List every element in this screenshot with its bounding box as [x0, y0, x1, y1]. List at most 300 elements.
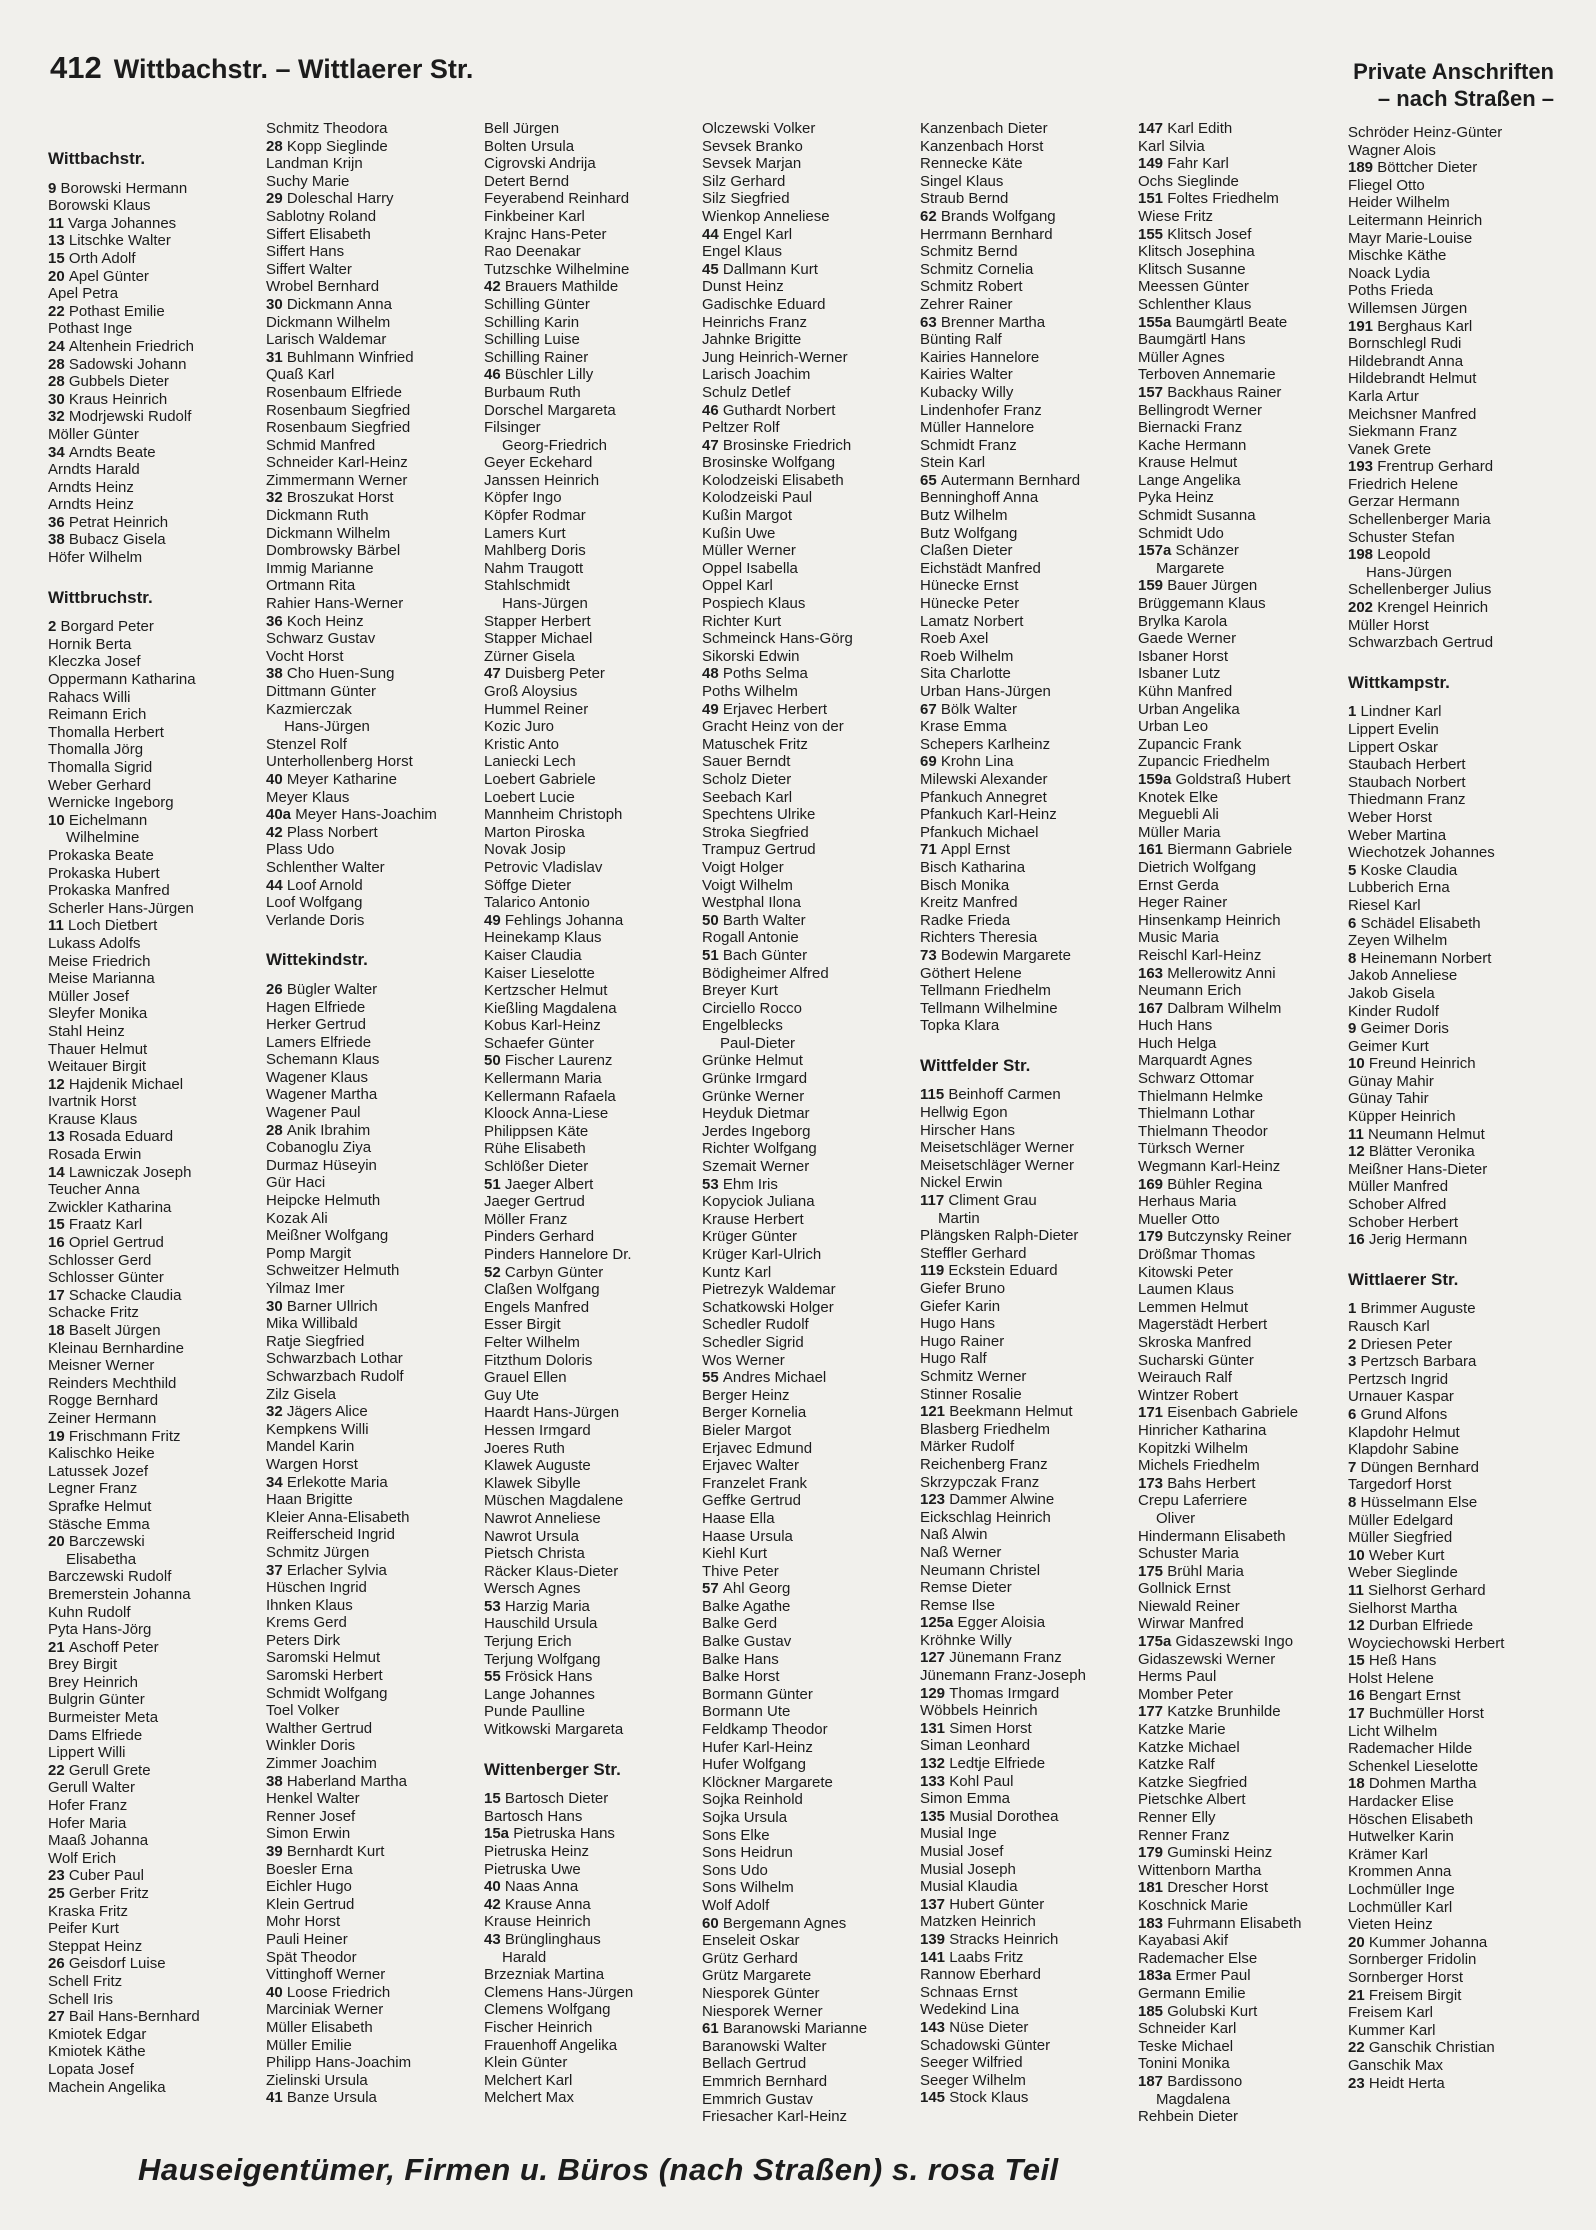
resident-name: Driesen Peter: [1360, 1335, 1453, 1353]
resident-name: Köpfer Rodmar: [484, 507, 586, 525]
resident-entry: [484, 1158, 696, 1176]
resident-entry: [702, 1932, 914, 1950]
resident-entry: [484, 841, 696, 859]
resident-entry: [702, 1176, 914, 1194]
house-number: 51: [484, 1175, 505, 1193]
resident-name: Bartosch Hans: [484, 1807, 583, 1825]
resident-name: Hufer Wolfgang: [702, 1756, 806, 1774]
resident-entry: [920, 2019, 1132, 2037]
resident-name: Zehrer Rainer: [920, 295, 1013, 313]
resident-entry: [484, 402, 696, 420]
resident-name: Tellmann Wilhelmine: [920, 999, 1058, 1017]
resident-entry: [48, 1480, 260, 1498]
resident-entry: [266, 366, 478, 384]
resident-entry: [266, 1386, 478, 1404]
resident-name: Gadischke Eduard: [702, 295, 826, 313]
resident-entry: [266, 1632, 478, 1650]
resident-name: Heinemann Norbert: [1360, 949, 1492, 967]
resident-entry: [484, 419, 696, 437]
resident-entry: [266, 1790, 478, 1808]
resident-entry: [920, 243, 1132, 261]
resident-name: Düngen Bernhard: [1360, 1458, 1479, 1476]
resident-entry: [702, 278, 914, 296]
resident-name: Richters Theresia: [920, 929, 1038, 947]
resident-entry: [920, 1192, 1132, 1210]
resident-entry: [702, 789, 914, 807]
resident-entry: [48, 232, 260, 250]
resident-entry: [266, 806, 478, 824]
resident-entry: [1138, 1457, 1350, 1475]
resident-name: Schulz Detlef: [702, 383, 791, 401]
resident-name: Sojka Ursula: [702, 1809, 788, 1826]
resident-name: Simon Emma: [920, 1790, 1011, 1808]
resident-name: Marquardt Agnes: [1138, 1052, 1253, 1070]
resident-entry: [1348, 967, 1560, 985]
resident-name: Loof Wolfgang: [266, 894, 363, 912]
resident-entry: [1138, 296, 1350, 314]
resident-entry: [1138, 2038, 1350, 2056]
resident-entry: [1348, 529, 1560, 547]
resident-name: Magerstädt Herbert: [1138, 1316, 1268, 1334]
resident-name: Pyta Hans-Jörg: [48, 1621, 152, 1639]
resident-entry: [48, 1128, 260, 1146]
resident-entry: [920, 507, 1132, 525]
resident-entry: [48, 1621, 260, 1639]
resident-entry: [266, 384, 478, 402]
resident-name: Bergemann Agnes: [722, 1914, 847, 1932]
house-number: 32: [266, 1403, 287, 1421]
resident-name: Biernacki Franz: [1138, 419, 1243, 437]
resident-entry: [484, 2072, 696, 2090]
house-number: 10: [48, 811, 69, 829]
resident-name: Rademacher Else: [1138, 1949, 1258, 1967]
resident-name: Wittenborn Martha: [1138, 1861, 1262, 1879]
resident-entry: [1348, 2075, 1560, 2093]
house-number: 31: [266, 348, 287, 366]
resident-entry: [266, 1649, 478, 1667]
resident-name: Witkowski Margareta: [484, 1721, 624, 1739]
resident-name: Gidaszewski Werner: [1138, 1650, 1276, 1668]
resident-name: Barth Walter: [722, 911, 806, 929]
resident-entry: [920, 1315, 1132, 1333]
resident-entry: [920, 226, 1132, 244]
resident-entry: [1138, 278, 1350, 296]
resident-name: Dickmann Anna: [286, 295, 392, 313]
resident-name: Thive Peter: [702, 1562, 779, 1580]
resident-name: Pietrezyk Waldemar: [702, 1281, 836, 1299]
resident-name: Margarete: [1156, 559, 1225, 577]
resident-entry: [702, 1615, 914, 1633]
resident-name: Steffler Gerhard: [920, 1244, 1027, 1262]
resident-name: Steppat Heinz: [48, 1937, 143, 1955]
resident-name: Poths Frieda: [1348, 282, 1434, 300]
resident-entry: [702, 1440, 914, 1458]
house-number: 10: [1348, 1546, 1369, 1564]
resident-name: Söffge Dieter: [484, 876, 572, 894]
resident-name: Jakob Gisela: [1348, 984, 1435, 1002]
resident-name: Reinders Mechthild: [48, 1374, 177, 1392]
resident-entry: [702, 877, 914, 895]
resident-name: Schwarz Gustav: [266, 630, 376, 648]
resident-entry: [48, 777, 260, 795]
resident-name: Remse Ilse: [920, 1596, 996, 1614]
resident-entry: [48, 1604, 260, 1622]
resident-entry: [484, 120, 696, 138]
resident-entry: [920, 789, 1132, 807]
resident-entry: [920, 560, 1132, 578]
resident-name: Schlosser Günter: [48, 1269, 164, 1287]
house-number: 12: [48, 1075, 69, 1093]
resident-name: Stinner Rosalie: [920, 1385, 1022, 1403]
resident-entry: [702, 1088, 914, 1106]
resident-name: Thiedmann Franz: [1348, 791, 1466, 809]
resident-name: Bernhardt Kurt: [286, 1843, 385, 1860]
resident-name: Poths Wilhelm: [702, 683, 798, 700]
resident-entry: [48, 1428, 260, 1446]
resident-name: Lamatz Norbert: [920, 612, 1024, 630]
resident-entry: [702, 1035, 914, 1053]
resident-entry: [1348, 1371, 1560, 1389]
resident-name: Borowski Klaus: [48, 197, 151, 215]
house-number: 53: [484, 1597, 505, 1615]
house-number: 2: [1348, 1335, 1361, 1353]
resident-name: Jägers Alice: [286, 1403, 368, 1421]
resident-name: Schwarzbach Lothar: [266, 1350, 403, 1368]
resident-entry: [266, 1245, 478, 1263]
resident-entry: [1348, 1758, 1560, 1776]
resident-name: Baumgärtl Hans: [1138, 331, 1246, 349]
resident-entry: [1138, 965, 1350, 983]
resident-entry: [920, 1227, 1132, 1245]
resident-entry: [920, 1685, 1132, 1703]
resident-name: Straub Bernd: [920, 190, 1009, 208]
resident-name: Dalbram Wilhelm: [1167, 999, 1282, 1017]
resident-entry: [920, 894, 1132, 912]
resident-name: Sielhorst Martha: [1348, 1599, 1458, 1617]
resident-name: Müller Josef: [48, 987, 129, 1005]
resident-name: Philipp Hans-Joachim: [266, 2054, 412, 2072]
directory-column: [1138, 120, 1350, 2126]
resident-name: Kmiotek Edgar: [48, 2025, 147, 2043]
resident-entry: [1138, 1563, 1350, 1581]
resident-name: Oliver: [1156, 1509, 1196, 1527]
resident-name: Eichstädt Manfred: [920, 559, 1041, 577]
resident-name: Möller Günter: [48, 425, 139, 443]
resident-entry: [484, 138, 696, 156]
resident-entry: [1348, 406, 1560, 424]
resident-name: Baranowski Marianne: [722, 2020, 868, 2038]
resident-name: Siman Leonhard: [920, 1737, 1031, 1755]
resident-entry: [484, 595, 696, 613]
resident-entry: [484, 437, 696, 455]
house-number: 50: [484, 1052, 505, 1070]
house-number: 16: [48, 1234, 69, 1252]
resident-entry: [920, 1544, 1132, 1562]
resident-name: Reimann Erich: [48, 706, 147, 724]
resident-name: Arndts Beate: [68, 443, 156, 461]
resident-entry: [920, 2072, 1132, 2090]
resident-name: Schlößer Dieter: [484, 1158, 589, 1176]
resident-entry: [702, 1211, 914, 1229]
resident-entry: [484, 1686, 696, 1704]
resident-name: Klein Günter: [484, 2054, 568, 2072]
resident-entry: [484, 947, 696, 965]
resident-name: Gollnick Ernst: [1138, 1580, 1231, 1598]
resident-entry: [1348, 1705, 1560, 1723]
house-number: 65: [920, 471, 941, 489]
resident-entry: [702, 1827, 914, 1845]
directory-columns: [48, 120, 1560, 2128]
resident-entry: [484, 718, 696, 736]
resident-name: Mahlberg Doris: [484, 542, 586, 560]
resident-name: Rogge Bernhard: [48, 1392, 159, 1410]
resident-entry: [1138, 1035, 1350, 1053]
resident-entry: [1348, 1512, 1560, 1530]
resident-entry: [702, 665, 914, 683]
resident-entry: [484, 753, 696, 771]
resident-entry: [484, 648, 696, 666]
resident-entry: [1138, 789, 1350, 807]
resident-entry: [1138, 1281, 1350, 1299]
resident-entry: [920, 1984, 1132, 2002]
resident-entry: [484, 1369, 696, 1387]
resident-name: Hinricher Katharina: [1138, 1421, 1267, 1439]
resident-name: Tonini Monika: [1138, 2055, 1230, 2073]
resident-name: Jünemann Franz: [949, 1649, 1062, 1667]
resident-entry: [484, 314, 696, 332]
resident-entry: [920, 877, 1132, 895]
resident-entry: [1138, 665, 1350, 683]
resident-name: Musial Klaudia: [920, 1878, 1018, 1896]
resident-name: Janssen Heinrich: [484, 471, 600, 489]
house-number: 151: [1138, 190, 1168, 208]
house-number: 132: [920, 1755, 950, 1773]
resident-name: Giefer Karin: [920, 1297, 1001, 1315]
resident-entry: [702, 155, 914, 173]
resident-entry: [920, 1210, 1132, 1228]
resident-entry: [702, 1967, 914, 1985]
resident-entry: [920, 1667, 1132, 1685]
house-number: 71: [920, 841, 941, 859]
page-header: [50, 50, 473, 86]
resident-entry: [1138, 366, 1350, 384]
resident-name: Butczynsky Reiner: [1167, 1228, 1292, 1246]
resident-entry: [48, 1357, 260, 1375]
resident-name: Eichler Hugo: [266, 1878, 352, 1896]
resident-name: Scherler Hans-Jürgen: [48, 899, 194, 917]
footer-note: Hauseigentümer, Firmen u. Büros (nach Straßen) s. rosa Teil: [138, 2152, 1059, 2187]
house-number: 115: [920, 1086, 949, 1104]
resident-name: Lopata Josef: [48, 2060, 134, 2078]
resident-entry: [48, 1867, 260, 1885]
resident-entry: [48, 935, 260, 953]
resident-entry: [702, 190, 914, 208]
resident-name: Musial Dorothea: [949, 1807, 1059, 1825]
resident-name: Balke Agathe: [702, 1597, 791, 1615]
resident-name: Baumgärtl Beate: [1175, 313, 1288, 331]
resident-entry: [1348, 1951, 1560, 1969]
resident-name: Fitzthum Doloris: [484, 1351, 593, 1369]
resident-entry: [1138, 736, 1350, 754]
resident-name: Gerzar Hermann: [1348, 493, 1460, 511]
resident-entry: [48, 391, 260, 409]
resident-name: Rosada Erwin: [48, 1146, 142, 1164]
directory-column: [920, 120, 1132, 2107]
resident-entry: [920, 736, 1132, 754]
resident-entry: [702, 806, 914, 824]
resident-entry: [266, 1139, 478, 1157]
resident-name: Drescher Horst: [1167, 1879, 1269, 1897]
resident-name: Nüse Dieter: [949, 2018, 1029, 2036]
resident-entry: [48, 1938, 260, 1956]
resident-entry: [1348, 1652, 1560, 1670]
resident-name: Petrovic Vladislav: [484, 858, 603, 876]
resident-entry: [1348, 1617, 1560, 1635]
resident-name: Blasberg Friedhelm: [920, 1420, 1051, 1438]
resident-entry: [1348, 1811, 1560, 1829]
resident-name: Novak Josip: [484, 841, 566, 859]
resident-name: Meyer Hans-Joachim: [295, 806, 437, 824]
resident-entry: [1138, 525, 1350, 543]
resident-entry: [484, 1808, 696, 1826]
house-number: 38: [48, 531, 69, 549]
resident-name: Stein Karl: [920, 454, 986, 472]
resident-entry: [1348, 1670, 1560, 1688]
resident-name: Immig Marianne: [266, 559, 374, 577]
resident-name: Peters Dirk: [266, 1631, 341, 1649]
resident-entry: [266, 1069, 478, 1087]
resident-entry: [484, 2037, 696, 2055]
house-number: 67: [920, 700, 941, 718]
resident-entry: [1348, 1300, 1560, 1318]
resident-name: Ledtje Elfriede: [949, 1755, 1046, 1773]
resident-entry: [48, 812, 260, 830]
resident-entry: [1348, 634, 1560, 652]
resident-entry: [702, 630, 914, 648]
resident-name: Gracht Heinz von der: [702, 718, 844, 736]
resident-name: Loof Arnold: [286, 876, 363, 894]
resident-entry: [48, 356, 260, 374]
resident-name: Dorschel Margareta: [484, 401, 616, 419]
resident-entry: [702, 929, 914, 947]
resident-entry: [702, 437, 914, 455]
resident-name: Hindermann Elisabeth: [1138, 1527, 1286, 1545]
resident-entry: [48, 285, 260, 303]
resident-entry: [266, 1474, 478, 1492]
resident-entry: [484, 366, 696, 384]
resident-name: Felter Wilhelm: [484, 1333, 580, 1351]
resident-name: Sons Udo: [702, 1861, 768, 1879]
resident-name: Opriel Gertrud: [68, 1234, 164, 1252]
resident-name: Müller Maria: [1138, 823, 1221, 841]
resident-entry: [920, 1597, 1132, 1615]
resident-entry: [1348, 915, 1560, 933]
resident-entry: [1138, 314, 1350, 332]
resident-entry: [48, 2061, 260, 2079]
resident-name: Olczewski Volker: [702, 120, 816, 137]
resident-name: Weber Kurt: [1368, 1546, 1445, 1564]
resident-entry: [920, 1245, 1132, 1263]
resident-name: Pfankuch Annegret: [920, 788, 1047, 806]
resident-entry: [484, 2019, 696, 2037]
resident-entry: [484, 2089, 696, 2107]
resident-entry: [1348, 265, 1560, 283]
resident-name: Huch Hans: [1138, 1017, 1213, 1035]
resident-entry: [48, 917, 260, 935]
resident-name: Bauer Jürgen: [1167, 577, 1258, 595]
resident-name: Riesel Karl: [1348, 896, 1421, 914]
resident-name: Pauli Heiner: [266, 1930, 348, 1948]
resident-entry: [1348, 300, 1560, 318]
resident-entry: [920, 771, 1132, 789]
house-number: 155a: [1138, 313, 1176, 331]
resident-name: Engels Manfred: [484, 1298, 590, 1316]
resident-name: Siekmann Franz: [1348, 423, 1458, 441]
resident-entry: [920, 1509, 1132, 1527]
resident-entry: [1138, 1000, 1350, 1018]
resident-entry: [266, 1350, 478, 1368]
resident-entry: [1138, 1967, 1350, 1985]
resident-entry: [920, 1000, 1132, 1018]
resident-name: Müller Werner: [702, 542, 796, 560]
resident-name: Voigt Wilhelm: [702, 876, 793, 894]
resident-name: Kußin Uwe: [702, 524, 776, 542]
resident-name: Benninghoff Anna: [920, 489, 1039, 507]
resident-name: Katzke Brunhilde: [1167, 1703, 1281, 1721]
resident-entry: [920, 1913, 1132, 1931]
resident-name: Hubert Günter: [949, 1895, 1045, 1913]
resident-name: Schenkel Lieselotte: [1348, 1757, 1479, 1775]
house-number: 16: [1348, 1687, 1369, 1705]
resident-name: Schaefer Günter: [484, 1034, 595, 1052]
resident-entry: [266, 1438, 478, 1456]
resident-entry: [484, 2054, 696, 2072]
house-number: 121: [920, 1403, 950, 1421]
house-number: 11: [48, 917, 69, 935]
resident-name: Müller Manfred: [1348, 1178, 1449, 1196]
resident-name: Dombrowsky Bärbel: [266, 542, 401, 560]
resident-name: Haase Ursula: [702, 1527, 793, 1545]
resident-entry: [1138, 1193, 1350, 1211]
house-number: 119: [920, 1262, 949, 1280]
house-number: 20: [48, 1533, 69, 1551]
resident-name: Hirscher Hans: [920, 1121, 1016, 1139]
house-number: 11: [1348, 1125, 1369, 1143]
resident-entry: [920, 314, 1132, 332]
house-number: 29: [266, 190, 287, 208]
house-number: 173: [1138, 1474, 1168, 1492]
resident-entry: [266, 1720, 478, 1738]
resident-entry: [266, 1315, 478, 1333]
resident-entry: [266, 859, 478, 877]
resident-name: Mischke Käthe: [1348, 247, 1447, 265]
resident-entry: [702, 1457, 914, 1475]
resident-name: Haase Ella: [702, 1509, 775, 1527]
resident-entry: [266, 1262, 478, 1280]
house-number: 30: [48, 390, 69, 408]
resident-name: Heider Wilhelm: [1348, 194, 1450, 212]
resident-name: Gubbels Dieter: [68, 373, 169, 391]
resident-entry: [920, 1808, 1132, 1826]
resident-name: Heidt Herta: [1368, 2074, 1445, 2092]
resident-name: Beekmann Helmut: [949, 1403, 1073, 1421]
resident-name: Ratje Siegfried: [266, 1332, 365, 1350]
resident-name: Joeres Ruth: [484, 1439, 565, 1457]
resident-name: Poths Selma: [722, 665, 808, 683]
resident-name: Vanek Grete: [1348, 440, 1432, 458]
resident-name: Oppel Karl: [702, 577, 773, 595]
resident-entry: [920, 2054, 1132, 2072]
